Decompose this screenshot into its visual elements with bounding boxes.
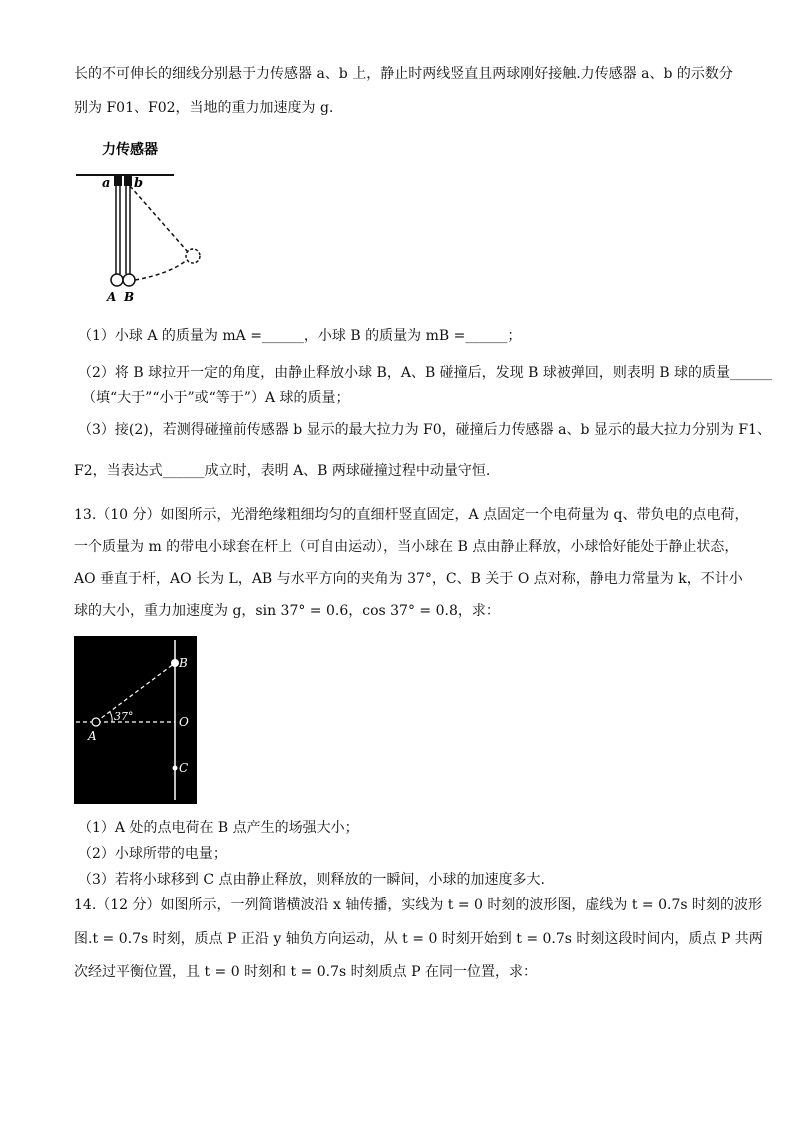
label-O: O (179, 715, 189, 729)
label-A: A (88, 729, 97, 743)
q13-line-3: AO 垂直于杆，AO 长为 L，AB 与水平方向的夹角为 37°，C、B 关于 O 点对称，静电力常量为 k，不计小 (74, 571, 743, 587)
label-C: C (179, 761, 189, 775)
q14-line-1: 14.（12 分）如图所示，一列简谐横波沿 x 轴传播，实线为 t = 0 时刻的波形图，虚线为 t = 0.7s 时刻的波形 (74, 897, 762, 913)
q13-line-4: 球的大小，重力加速度为 g，sin 37° = 0.6，cos 37° = 0.8，求： (74, 603, 500, 619)
label-B: B (179, 656, 188, 670)
q13-sub-2: （2）小球所带的电量； (78, 846, 227, 862)
fig1-label-B: B (124, 290, 135, 304)
q14-line-2: 图.t = 0.7s 时刻，质点 P 正沿 y 轴负方向运动，从 t = 0 时刻开始到 t = 0.7s 时刻这段时间内，质点 P 共两 (74, 931, 763, 947)
fig1-label-A: A (107, 290, 117, 304)
q12-part1: （1）小球 A 的质量为 mA =______，小球 B 的质量为 mB =______； (78, 328, 522, 344)
ball-B (123, 274, 135, 286)
sensor-b-block (124, 174, 132, 186)
sensor-a-block (114, 174, 122, 186)
fig1-label-b: b (134, 176, 144, 191)
q14-line-3: 次经过平衡位置，且 t = 0 时刻和 t = 0.7s 时刻质点 P 在同一位置，求： (74, 964, 537, 980)
fig1-label-a: a (102, 176, 111, 191)
q13-line-1: 13.（10 分）如图所示，光滑绝缘粗细均匀的直细杆竖直固定，A 点固定一个电荷量为 q、带负电的点电荷， (74, 507, 749, 523)
q12-part3-line1: （3）接(2)，若测得碰撞前传感器 b 显示的最大拉力为 F0，碰撞后力传感器 a、b 显示的最大拉力分别为 F1、 (78, 422, 771, 438)
point-B-ball (171, 659, 179, 667)
q12-part3-line2: F2，当表达式______成立时，表明 A、B 两球碰撞过程中动量守恒. (74, 463, 491, 479)
q12-part2-line1: （2）将 B 球拉开一定的角度，由静止释放小球 B，A、B 碰撞后，发现 B 球被弹回，则表明 B 球的质量______ (78, 365, 773, 381)
q13-line-2: 一个质量为 m 的带电小球套在杆上（可自由运动），当小球在 B 点由静止释放，小球恰好能处于静止状态， (74, 539, 739, 555)
ball-B-raised (186, 249, 200, 263)
angle-label: 37° (114, 710, 134, 723)
force-sensor-figure (74, 138, 214, 308)
q13-sub-3: （3）若将小球移到 C 点由静止释放，则释放的一瞬间，小球的加速度多大. (78, 872, 545, 888)
fig1-title: 力传感器 (102, 142, 158, 158)
ball-A (111, 274, 123, 286)
rod-charge-figure (74, 636, 197, 804)
swung-string (130, 186, 188, 252)
point-A-charge (92, 718, 100, 726)
intro-line-2: 别为 F01、F02，当地的重力加速度为 g. (74, 100, 334, 116)
intro-line-1: 长的不可伸长的细线分别悬于力传感器 a、b 上，静止时两线竖直且两球刚好接触.力传感器 a、b 的示数分 (74, 66, 733, 82)
point-C (173, 766, 178, 771)
q12-part2-line2: （填“大于”“小于”或“等于”）A 球的质量； (82, 390, 350, 406)
q13-sub-1: （1）A 处的点电荷在 B 点产生的场强大小； (78, 820, 359, 836)
swing-arc (135, 260, 187, 280)
